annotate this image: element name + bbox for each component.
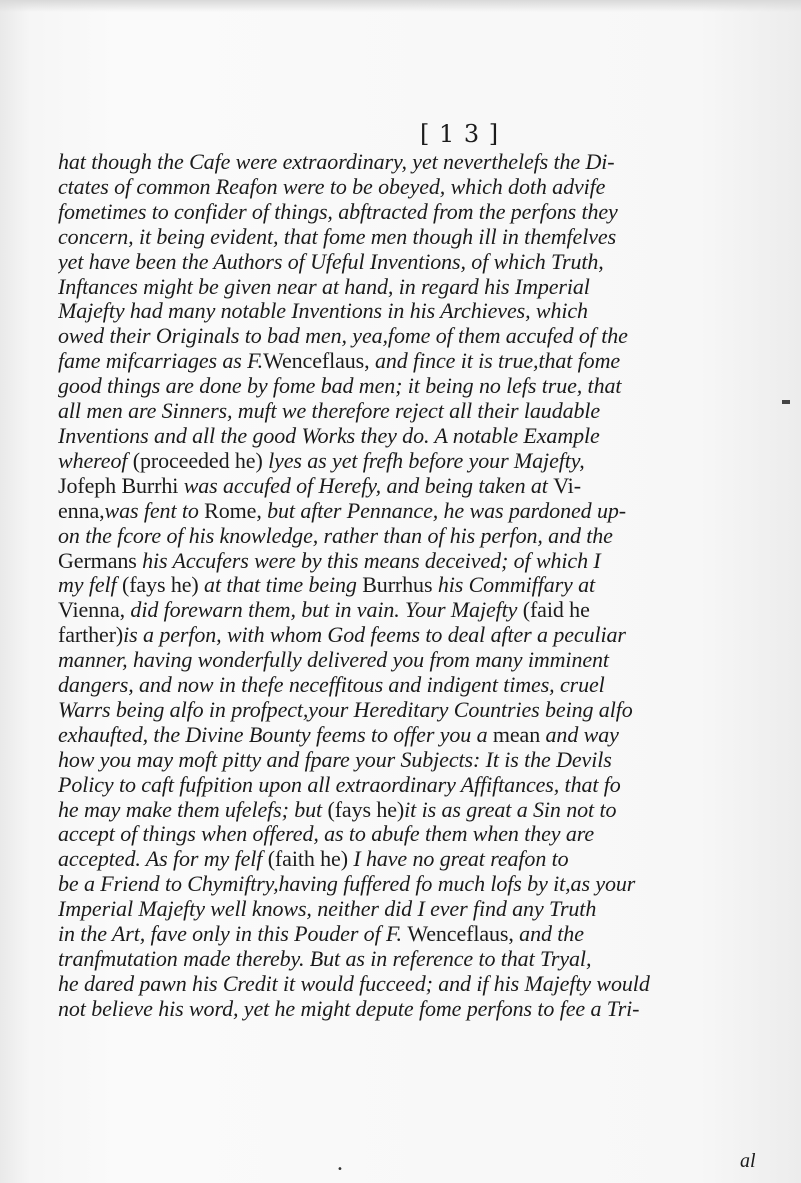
text-segment: Vi-: [553, 473, 581, 498]
text-line: [58, 349, 788, 374]
text-line: [58, 549, 788, 574]
text-line: [58, 847, 788, 872]
text-line: [58, 623, 788, 648]
text-segment: he dared pawn his Credit it would fucceed; and if his Majefty would: [58, 971, 650, 996]
text-segment: whereof: [58, 448, 133, 473]
text-segment: it is as great a Sin not to: [404, 797, 617, 822]
text-line: [58, 673, 788, 698]
text-line: [58, 648, 788, 673]
text-line: [58, 424, 788, 449]
text-segment: lyes as yet frefh before your Majefty,: [262, 448, 585, 473]
text-segment: Wenceflaus,: [263, 349, 370, 374]
text-segment: Policy to caft fufpition upon all extraordinary Affiftances, that fo: [58, 772, 621, 797]
text-line: [58, 773, 788, 798]
text-line: [58, 598, 788, 623]
text-segment: yet have been the Authors of Ufeful Inventions, of which Truth,: [58, 249, 604, 274]
text-segment: tranfmutation made thereby. But as in reference to that Tryal,: [58, 947, 592, 971]
text-segment: farther): [58, 623, 124, 648]
text-segment: Wenceflaus,: [407, 922, 514, 947]
text-segment: and fince it is true,that fome: [369, 349, 621, 374]
body-text: [58, 150, 788, 1022]
text-segment: Imperial Majefty well knows, neither did I ever find any Truth: [58, 897, 597, 922]
text-segment: I have no great reafon to: [347, 847, 569, 872]
text-segment: Rome,: [204, 498, 262, 523]
text-line: [58, 225, 788, 250]
text-segment: hat though the Cafe were extraordinary, yet neverthelefs the Di-: [58, 150, 615, 174]
text-line: [58, 474, 788, 499]
text-segment: Burrhus: [362, 573, 433, 598]
text-segment: concern, it being evident, that fome men though ill in themfelves: [58, 224, 617, 249]
text-segment: he may make them ufelefs; but: [58, 797, 328, 822]
text-segment: fometimes to confider of things, abftracted from the perfons they: [58, 199, 618, 224]
text-line: [58, 449, 788, 474]
text-line: [58, 275, 788, 300]
printer-mark: •: [337, 1164, 343, 1175]
text-line: [58, 299, 788, 324]
text-line: [58, 250, 788, 275]
text-segment: Inventions and all the good Works they do. A notable Example: [58, 423, 600, 448]
text-segment: Inftances might be given near at hand, in regard his Imperial: [58, 274, 590, 299]
text-segment: exhaufted, the Divine Bounty feems to offer you a: [58, 722, 493, 747]
text-segment: (proceeded he): [132, 448, 263, 473]
text-segment: his Commiffary at: [432, 573, 596, 598]
text-line: [58, 798, 788, 823]
text-line: [58, 399, 788, 424]
text-line: [58, 822, 788, 847]
text-segment: did forewarn them, but in vain. Your Majefty: [125, 598, 523, 623]
text-line: [58, 922, 788, 947]
text-segment: good things are done by fome bad men; it being no lefs true, that: [58, 374, 622, 399]
text-segment: is a perfon, with whom God feems to deal after a peculiar: [123, 623, 626, 648]
text-segment: accepted. As for my felf: [58, 847, 268, 872]
text-segment: (faith he): [267, 847, 348, 872]
text-segment: Majefty had many notable Inventions in his Archieves, which: [58, 299, 588, 324]
text-line: [58, 324, 788, 349]
text-line: [58, 872, 788, 897]
text-segment: not believe his word, yet he might depute fome perfons to fee a Tri-: [58, 996, 640, 1021]
text-segment: dangers, and now in thefe neceffitous and indigent times, cruel: [58, 673, 605, 698]
text-segment: and way: [540, 722, 619, 747]
text-line: [58, 997, 788, 1022]
text-segment: enna,: [58, 498, 105, 523]
text-segment: be a Friend to Chymiftry,having fuffered fo much lofs by it,as your: [58, 872, 636, 897]
text-segment: accept of things when offered, as to abufe them when they are: [58, 822, 595, 847]
text-line: [58, 972, 788, 997]
catchword: al: [740, 1150, 756, 1172]
text-line: [58, 200, 788, 225]
text-segment: his Accufers were by this means deceived; of which I: [136, 548, 601, 573]
text-line: [58, 748, 788, 773]
text-segment: was fent to: [104, 498, 205, 523]
text-line: [58, 897, 788, 922]
text-line: [58, 723, 788, 748]
text-line: [58, 499, 788, 524]
page-number: [ 1 3 ]: [420, 120, 500, 148]
page-top-shadow: [0, 0, 801, 12]
text-segment: Jofeph Burrhi: [58, 473, 179, 498]
text-segment: in the Art, fave only in this Pouder of F.: [58, 922, 408, 947]
text-segment: my felf: [58, 573, 122, 598]
text-segment: Vienna,: [58, 598, 126, 623]
text-segment: but after Pennance, he was pardoned up-: [261, 498, 626, 523]
text-segment: (faid he: [522, 598, 590, 623]
text-segment: and the: [513, 922, 584, 947]
text-segment: how you may moft pitty and fpare your Subjects: It is the Devils: [58, 747, 612, 772]
text-segment: all men are Sinners, muft we therefore reject all their laudable: [58, 399, 601, 424]
text-line: [58, 698, 788, 723]
text-segment: Warrs being alfo in profpect,your Hereditary Countries being alfo: [58, 697, 633, 722]
text-line: [58, 947, 788, 972]
text-segment: fame mifcarriages as F.: [58, 349, 264, 374]
text-segment: mean: [492, 722, 541, 747]
text-line: [58, 175, 788, 200]
text-segment: on the fcore of his knowledge, rather than of his perfon, and the: [58, 523, 613, 548]
text-line: [58, 374, 788, 399]
text-segment: owed their Originals to bad men, yea,fome of them accufed of the: [58, 324, 628, 349]
text-segment: (fays he): [121, 573, 199, 598]
text-segment: (fays he): [327, 797, 405, 822]
text-line: [58, 573, 788, 598]
text-segment: at that time being: [198, 573, 363, 598]
text-segment: manner, having wonderfully delivered you from many imminent: [58, 648, 609, 673]
text-segment: ctates of common Reafon were to be obeyed, which doth advife: [58, 174, 606, 199]
text-segment: was accufed of Herefy, and being taken at: [178, 473, 554, 498]
text-segment: Germans: [58, 548, 137, 573]
text-line: [58, 524, 788, 549]
text-line: [58, 150, 788, 175]
